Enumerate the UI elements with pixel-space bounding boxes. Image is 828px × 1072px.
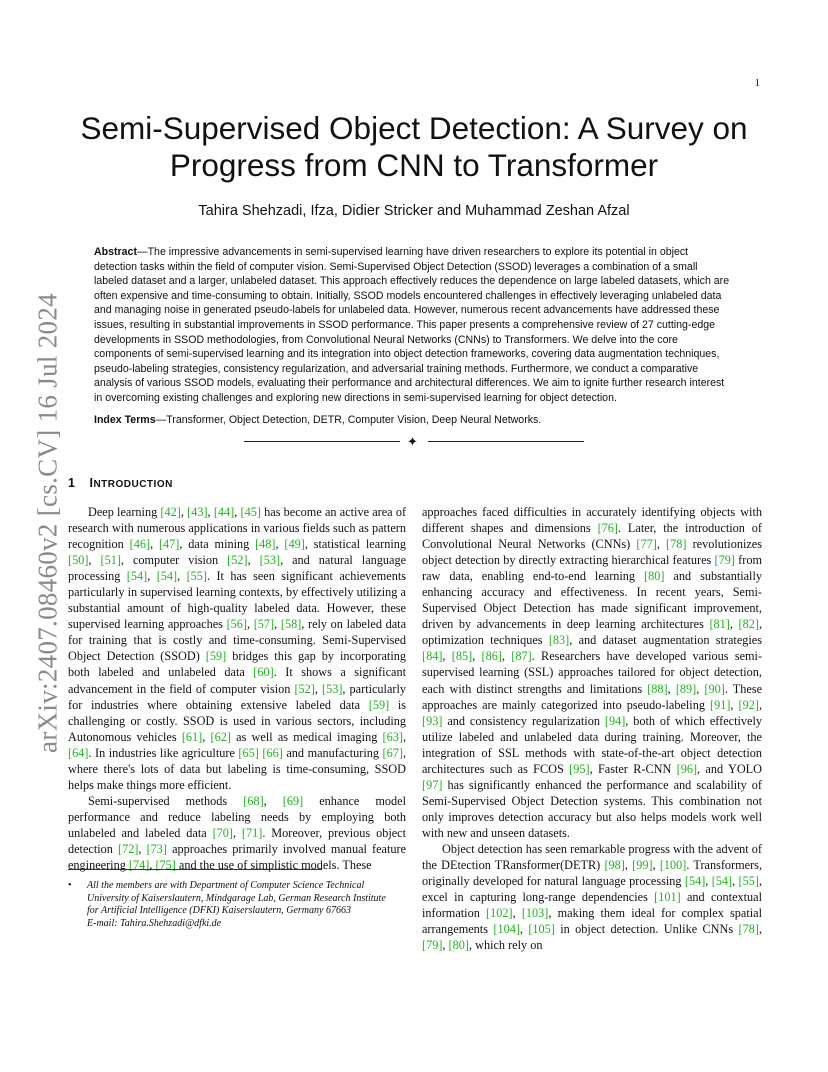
citation-link[interactable]: [78] xyxy=(738,922,759,937)
paragraph: approaches faced difficulties in accurately identifying objects with different shapes and dimensions [76]. Later, the introduction of Convolutional Neural Networks (CNNs) [77], [78] revolutionizes object detection by directly extracting hierarchical features [79] from raw data, enabling end-to-end learning [80] and substantially enhancing accuracy and effectiveness. In recent years, Semi-Supervised Object Detection has made significant improvement, driven by advancements in deep learning architectures [81], [82], optimization techniques [83], and dataset augmentation strategies [84], [85], [86], [87]. Researchers have developed various semi-supervised learning (SSL) approaches tailored for object detection, each with distinct strengths and limitations [88], [89], [90]. These approaches are mainly categorized into pseudo-labeling [91], [92], [93] and consistency regularization [94], both of which effectively utilize labeled and unlabeled data during training. Moreover, the integration of SSL methods with state-of-the-art object detection architectures such as FCOS [95], Faster R-CNN [96], and YOLO [97] has significantly enhanced the performance and scalability of Semi-Supervised Object Detection systems. This combination not only improves detection accuracy but also helps models work well with new and unseen datasets. xyxy=(422,505,763,840)
citation-link[interactable]: [69] xyxy=(282,793,304,808)
footnote-body xyxy=(87,880,406,930)
citation-link[interactable]: [56] xyxy=(226,617,247,632)
abstract-text: —The impressive advancements in semi-supervised learning have driven researchers to explore its potential in object detection tasks within the field of computer vision. Semi-Supervised Object Detection (SSOD) leverages a combination of a small labeled dataset and a larger, unlabeled dataset. This approach effectively reduces the dependence on large labeled datasets, which are often expensive and time-consuming to obtain. Initially, SSOD models encountered challenges in effectively leveraging unlabeled data and managing noise in generated pseudo-labels for unlabeled data. However, numerous recent advancements have addressed these issues, resulting in substantial improvements in SSOD performance. This paper presents a comprehensive review of 27 cutting-edge developments in SSOD methodologies, from Convolutional Neural Networks (CNNs) to Transformers. We delve into the core components of semi-supervised learning and its integration into object detection frameworks, covering data augmentation techniques, pseudo-labeling strategies, consistency regularization, and adversarial training methods. Furthermore, we conduct a comparative analysis of various SSOD models, evaluating their performance and architectural differences. We aim to ignite further research interest in overcoming existing challenges and exploring new directions in semi-supervised learning for object detection. xyxy=(94,246,730,404)
citation-link[interactable]: [43] xyxy=(187,505,208,519)
divider-line-left xyxy=(244,441,400,442)
citation-link[interactable]: [62] xyxy=(210,729,231,744)
citation-link[interactable]: [80] xyxy=(644,569,665,584)
divider-star-icon: ✦ xyxy=(407,435,418,450)
abstract-label: Abstract xyxy=(94,246,137,258)
author-list: Tahira Shehzadi, Ifza, Didier Stricker and Muhammad Zeshan Afzal xyxy=(198,203,630,219)
citation-link[interactable]: [75] xyxy=(155,858,176,873)
citation-link[interactable]: [103] xyxy=(521,906,549,921)
citation-link[interactable]: [67] xyxy=(382,745,403,760)
section-number: 1 xyxy=(68,476,76,490)
citation-link[interactable]: [70] xyxy=(212,825,233,840)
citation-link[interactable]: [84] xyxy=(422,649,443,664)
citation-link[interactable]: [78] xyxy=(666,537,687,552)
citation-link[interactable]: [86] xyxy=(481,649,502,664)
arxiv-stamp xyxy=(32,293,63,753)
body-column-left xyxy=(68,504,406,873)
citation-link[interactable]: [48] xyxy=(255,537,276,552)
citation-link[interactable]: [60] xyxy=(253,665,274,680)
citation-link[interactable]: [61] xyxy=(181,729,203,744)
citation-link[interactable]: [51] xyxy=(100,553,121,568)
citation-link[interactable]: [91] xyxy=(710,697,731,712)
citation-link[interactable]: [58] xyxy=(280,617,302,632)
citation-link[interactable]: [100] xyxy=(659,858,687,873)
citation-link[interactable]: [101] xyxy=(654,890,681,905)
citation-link[interactable]: [55] xyxy=(186,569,207,584)
citation-link[interactable]: [42] xyxy=(160,505,181,519)
citation-link[interactable]: [44] xyxy=(213,505,235,519)
citation-link[interactable]: [65] xyxy=(238,745,259,760)
citation-link[interactable]: [96] xyxy=(676,761,698,776)
citation-link[interactable]: [68] xyxy=(243,793,264,808)
citation-link[interactable]: [66] xyxy=(262,745,283,760)
citation-link[interactable]: [53] xyxy=(322,681,343,696)
body-column-right xyxy=(422,504,762,953)
citation-link[interactable]: [50] xyxy=(68,553,89,568)
citation-link[interactable]: [45] xyxy=(240,505,261,519)
footnote-line: University of Kaiserslautern, Mindgarage Lab, German Research Institute xyxy=(87,892,386,904)
citation-link[interactable]: [59] xyxy=(205,649,227,664)
footnote-rule xyxy=(68,869,322,870)
citation-link[interactable]: [46] xyxy=(129,537,151,552)
citation-link[interactable]: [77] xyxy=(636,537,657,552)
citation-link[interactable]: [76] xyxy=(597,521,618,536)
citation-link[interactable]: [52] xyxy=(227,553,248,568)
index-terms xyxy=(94,414,734,426)
index-terms-text: —Transformer, Object Detection, DETR, Computer Vision, Deep Neural Networks. xyxy=(155,414,542,426)
paper-title xyxy=(60,110,768,184)
citation-link[interactable]: [63] xyxy=(382,729,403,744)
citation-link[interactable]: [54] xyxy=(684,874,706,889)
footnote-line: All the members are with Department of Computer Science Technical xyxy=(87,880,365,891)
citation-link[interactable]: [73] xyxy=(146,841,167,856)
paragraph: Semi-supervised methods [68], [69] enhance model performance and reduce labeling needs by employing both unlabeled and labeled data [70], [71]. Moreover, previous object detection [72], [73] approaches primarily involved manual feature engineering [74], [75] and the use of simplistic models. These xyxy=(68,793,407,873)
divider-line-right xyxy=(428,441,584,442)
citation-link[interactable]: [57] xyxy=(253,617,275,632)
footnote-bullet: • xyxy=(68,880,72,891)
citation-link[interactable]: [102] xyxy=(486,906,513,921)
footnote-line: E-mail: Tahira.Shehzadi@dfki.de xyxy=(87,917,222,929)
section-divider xyxy=(244,435,584,450)
title-line-2: Progress from CNN to Transformer xyxy=(169,147,659,183)
citation-link[interactable]: [55] xyxy=(738,874,759,889)
citation-link[interactable]: [89] xyxy=(675,681,697,696)
citation-link[interactable]: [105] xyxy=(528,922,555,937)
citation-link[interactable]: [79] xyxy=(422,938,443,953)
section-title: INTRODUCTION xyxy=(89,476,173,490)
citation-link[interactable]: [85] xyxy=(451,649,473,664)
citation-link[interactable]: [53] xyxy=(259,553,281,568)
citation-link[interactable]: [54] xyxy=(156,569,178,584)
citation-link[interactable]: [49] xyxy=(284,537,305,552)
citation-link[interactable]: [59] xyxy=(368,697,390,712)
paragraph: Deep learning [42], [43], [44], [45] has become an active area of research with numerous applications in various fields such as pattern recognition [46], [47], data mining [48], [49], statistical learning [50], [51], computer vision [52], [53], and natural language processing [54], [54], [55]. It has seen significant achievements particularly in supervised learning contexts, by effectively utilizing a substantial amount of high-quality labeled data. However, these supervised learning approaches [56], [57], [58], rely on labeled data for training that is costly and time-consuming. Semi-Supervised Object Detection (SSOD) [59] bridges this gap by incorporating both labeled and unlabeled data [60]. It shows a significant advancement in the field of computer vision [52], [53], particularly for industries where obtaining extensive labeled data [59] is challenging or costly. SSOD is used in various sectors, including Autonomous vehicles [61], [62] as well as medical imaging [63], [64]. In industries like agriculture [65] [66] and manufacturing [67], where there's lots of data but labeling is time-consuming, SSOD helps make things more efficient. xyxy=(68,505,407,792)
arxiv-id-text: arXiv:2407.08460v2 [cs.CV] 16 Jul 2024 xyxy=(32,293,63,753)
citation-link[interactable]: [54] xyxy=(711,874,733,889)
citation-link[interactable]: [87] xyxy=(511,649,532,664)
index-terms-label: Index Terms xyxy=(94,414,156,426)
citation-link[interactable]: [99] xyxy=(632,858,653,873)
citation-link[interactable]: [52] xyxy=(294,681,315,696)
citation-link[interactable]: [88] xyxy=(647,681,668,696)
citation-link[interactable]: [81] xyxy=(709,617,730,632)
citation-link[interactable]: [82] xyxy=(738,617,759,632)
citation-link[interactable]: [72] xyxy=(117,841,139,856)
citation-link[interactable]: [71] xyxy=(241,825,263,840)
citation-link[interactable]: [97] xyxy=(422,777,443,792)
citation-link[interactable]: [94] xyxy=(604,713,626,728)
page-number: 1 xyxy=(754,77,760,89)
citation-link[interactable]: [54] xyxy=(126,569,148,584)
paragraph: Object detection has seen remarkable progress with the advent of the DEtection TRansformer(DETR) [98], [99], [100]. Transformers, originally developed for natural language processing [54], [54], [55], excel in capturing long-range dependencies [101] and contextual information [102], [103], making them ideal for complex spatial arrangements [104], [105] in object detection. Unlike CNNs [78], [79], [80], which rely on xyxy=(422,841,763,953)
citation-link[interactable]: [95] xyxy=(569,761,590,776)
citation-link[interactable]: [79] xyxy=(714,553,735,568)
abstract xyxy=(94,245,734,406)
citation-link[interactable]: [93] xyxy=(422,713,443,728)
citation-link[interactable]: [64] xyxy=(68,745,89,760)
footnote xyxy=(68,880,406,930)
citation-link[interactable]: [90] xyxy=(704,681,725,696)
citation-link[interactable]: [83] xyxy=(548,633,570,648)
citation-link[interactable]: [104] xyxy=(493,922,520,937)
citation-link[interactable]: [74] xyxy=(128,858,150,873)
citation-link[interactable]: [47] xyxy=(158,537,180,552)
citation-link[interactable]: [92] xyxy=(738,697,759,712)
title-line-1: Semi-Supervised Object Detection: A Survey on xyxy=(80,110,748,146)
citation-link[interactable]: [98] xyxy=(604,858,625,873)
citation-link[interactable]: [80] xyxy=(448,938,469,953)
footnote-line: for Artificial Intelligence (DFKI) Kaiserslautern, Germany 67663 xyxy=(87,905,351,917)
section-heading xyxy=(68,476,173,490)
